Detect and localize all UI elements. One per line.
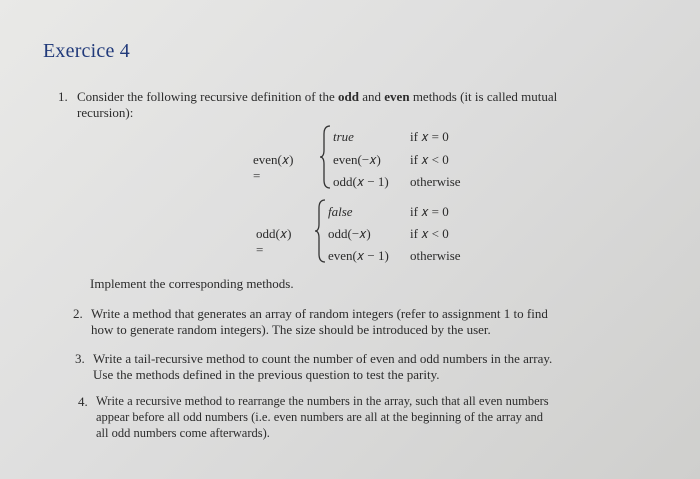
question-1-text-b: methods (it is called mutual (412, 89, 558, 104)
even-case-1-expr: true (333, 129, 354, 144)
question-1-line-2: recursion): (77, 105, 134, 120)
odd-case-2-expr: odd(−𝑥) (328, 226, 371, 241)
even-definition-lhs: even(𝑥) = (253, 152, 294, 183)
even-case-3-cond: otherwise (410, 174, 461, 189)
even-case-2-expr: even(−𝑥) (333, 152, 381, 167)
question-3-line-2: Use the methods defined in the previous question to test the parity. (93, 367, 440, 382)
odd-case-3-expr: even(𝑥 − 1) (328, 248, 389, 263)
odd-definition-lhs: odd(𝑥) = (256, 226, 292, 257)
question-2-number: 2. (73, 306, 83, 321)
question-4-line-3: all odd numbers come afterwards). (96, 426, 270, 440)
question-1-number: 1. (58, 89, 68, 104)
question-4-number: 4. (78, 394, 88, 409)
question-4-line-1: Write a recursive method to rearrange the numbers in the array, such that all even numbers (96, 394, 549, 408)
odd-case-1-cond: if 𝑥 = 0 (410, 204, 449, 219)
odd-brace-icon (315, 198, 327, 264)
exercise-title: Exercice 4 (43, 40, 130, 62)
implement-instruction: Implement the corresponding methods. (90, 276, 294, 291)
even-case-3-expr: odd(𝑥 − 1) (333, 174, 389, 189)
question-4-line-2: appear before all odd numbers (i.e. even numbers are all at the beginning of the array and (96, 410, 544, 424)
odd-case-1-expr: false (328, 204, 353, 219)
question-2-line-2: how to generate random integers). The size should be introduced by the user. (91, 322, 491, 337)
odd-case-3-cond: otherwise (410, 248, 461, 263)
question-1-and: and (362, 89, 382, 104)
question-1-text-a: Consider the following recursive definition of the (77, 89, 335, 104)
question-1-line-1 (77, 89, 557, 104)
question-3-line-1: Write a tail-recursive method to count the number of even and odd numbers in the array. (93, 351, 553, 366)
odd-keyword: odd (338, 89, 359, 104)
even-brace-icon (320, 124, 332, 190)
question-3-number: 3. (75, 351, 85, 366)
question-2-line-1: Write a method that generates an array of random integers (refer to assignment 1 to find (91, 306, 548, 321)
even-keyword: even (384, 89, 410, 104)
even-case-1-cond: if 𝑥 = 0 (410, 129, 449, 144)
odd-case-2-cond: if 𝑥 < 0 (410, 226, 449, 241)
even-case-2-cond: if 𝑥 < 0 (410, 152, 449, 167)
